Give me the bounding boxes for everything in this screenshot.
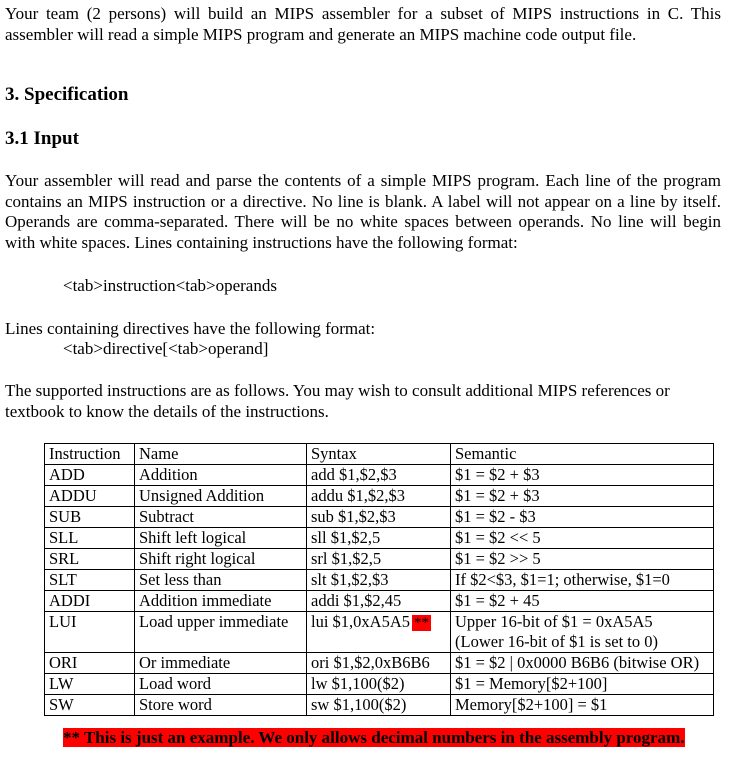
table-cell-name: Shift left logical: [135, 528, 307, 549]
input-paragraph: Your assembler will read and parse the contents of a simple MIPS program. Each line of the program contains an MIPS instruction or a directive. No line is blank. A label will not appear on a line by itself. Operands are comma-separated. There will be no white spaces between operands. No line will begin with white spaces. Lines containing instructions have the following format:: [5, 171, 721, 252]
table-row: [45, 674, 714, 695]
table-row: [45, 570, 714, 591]
table-cell-syntax: lui $1,0xA5A5 **: [307, 612, 451, 653]
table-cell-syntax: slt $1,$2,$3: [307, 570, 451, 591]
table-cell-name: Load upper immediate: [135, 612, 307, 653]
table-cell-name: Subtract: [135, 507, 307, 528]
table-header-row: [45, 444, 714, 465]
table-cell-name: Or immediate: [135, 653, 307, 674]
table-row: [45, 695, 714, 716]
example-note: ** This is just an example. We only allows decimal numbers in the assembly program.: [63, 728, 685, 747]
table-cell-semantic: $1 = $2 + 45: [451, 591, 714, 612]
table-cell-semantic: $1 = $2 | 0x0000 B6B6 (bitwise OR): [451, 653, 714, 674]
table-row: [45, 486, 714, 507]
section-heading: 3. Specification: [5, 84, 129, 105]
table-cell-syntax: add $1,$2,$3: [307, 465, 451, 486]
instruction-table: [44, 443, 714, 716]
table-cell-semantic: $1 = $2 + $3: [451, 465, 714, 486]
table-cell-semantic: $1 = $2 >> 5: [451, 549, 714, 570]
directive-format: <tab>directive[<tab>operand]: [63, 339, 269, 358]
table-row: [45, 507, 714, 528]
table-cell-semantic: Upper 16-bit of $1 = 0xA5A5 (Lower 16-bit of $1 is set to 0): [451, 612, 714, 653]
table-header-instruction: Instruction: [45, 444, 135, 465]
table-cell-syntax: sub $1,$2,$3: [307, 507, 451, 528]
table-cell-instruction: SW: [45, 695, 135, 716]
subsection-heading: 3.1 Input: [5, 128, 79, 149]
table-cell-instruction: SLT: [45, 570, 135, 591]
table-cell-instruction: LW: [45, 674, 135, 695]
table-cell-instruction: LUI: [45, 612, 135, 653]
example-marker: **: [414, 615, 429, 631]
table-cell-name: Shift right logical: [135, 549, 307, 570]
table-cell-name: Unsigned Addition: [135, 486, 307, 507]
table-cell-semantic: $1 = $2 << 5: [451, 528, 714, 549]
table-cell-syntax: lw $1,100($2): [307, 674, 451, 695]
table-cell-name: Store word: [135, 695, 307, 716]
table-cell-instruction: SLL: [45, 528, 135, 549]
table-cell-semantic: $1 = $2 - $3: [451, 507, 714, 528]
intro-paragraph: Your team (2 persons) will build an MIPS assembler for a subset of MIPS instructions in C. This assembler will read a simple MIPS program and generate an MIPS machine code output file.: [5, 4, 721, 44]
table-cell-instruction: SRL: [45, 549, 135, 570]
table-cell-instruction: SUB: [45, 507, 135, 528]
table-cell-name: Load word: [135, 674, 307, 695]
table-row: [45, 612, 714, 653]
directive-intro: Lines containing directives have the following format:: [5, 319, 376, 338]
table-cell-semantic: If $2<$3, $1=1; otherwise, $1=0: [451, 570, 714, 591]
table-cell-semantic: Memory[$2+100] = $1: [451, 695, 714, 716]
table-cell-name: Addition immediate: [135, 591, 307, 612]
table-cell-instruction: ADDU: [45, 486, 135, 507]
table-cell-name: Addition: [135, 465, 307, 486]
table-cell-name: Set less than: [135, 570, 307, 591]
table-header-name: Name: [135, 444, 307, 465]
table-cell-syntax: srl $1,$2,5: [307, 549, 451, 570]
table-cell-syntax: sw $1,100($2): [307, 695, 451, 716]
table-cell-syntax: ori $1,$2,0xB6B6: [307, 653, 451, 674]
table-header-semantic: Semantic: [451, 444, 714, 465]
table-cell-semantic: $1 = $2 + $3: [451, 486, 714, 507]
table-header-syntax: Syntax: [307, 444, 451, 465]
table-row: [45, 653, 714, 674]
table-cell-instruction: ADD: [45, 465, 135, 486]
instruction-format: <tab>instruction<tab>operands: [63, 276, 277, 295]
table-row: [45, 465, 714, 486]
table-cell-instruction: ORI: [45, 653, 135, 674]
table-cell-syntax: addi $1,$2,45: [307, 591, 451, 612]
table-row: [45, 549, 714, 570]
table-cell-instruction: ADDI: [45, 591, 135, 612]
table-cell-syntax: addu $1,$2,$3: [307, 486, 451, 507]
table-row: [45, 528, 714, 549]
table-cell-syntax: sll $1,$2,5: [307, 528, 451, 549]
supported-paragraph: The supported instructions are as follows. You may wish to consult additional MIPS references or textbook to know the details of the instructions.: [5, 381, 670, 421]
table-row: [45, 591, 714, 612]
table-cell-semantic: $1 = Memory[$2+100]: [451, 674, 714, 695]
